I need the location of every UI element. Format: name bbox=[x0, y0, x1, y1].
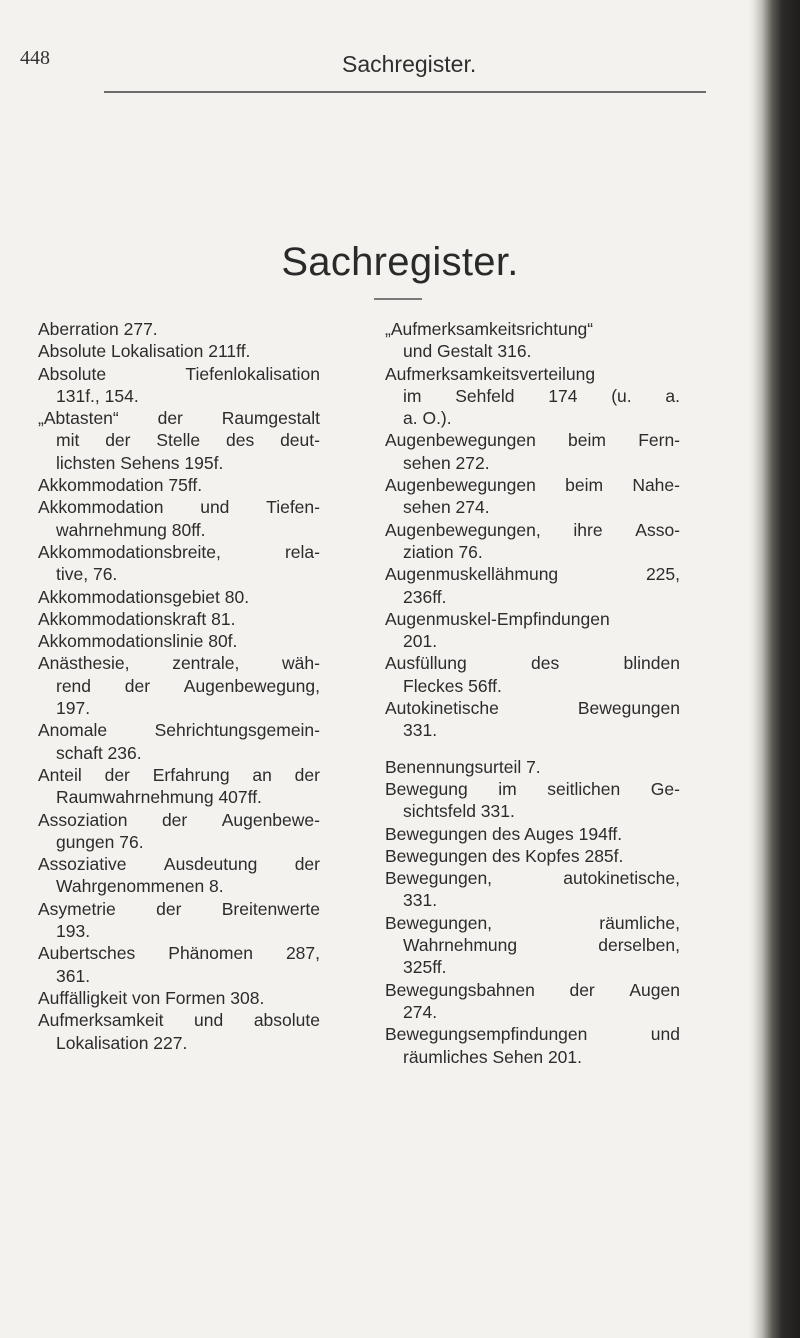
index-entry-headword-line: Aberration 277. bbox=[38, 319, 158, 339]
word: wäh- bbox=[282, 653, 320, 674]
index-entry-headword-line bbox=[38, 496, 320, 518]
word: Fern- bbox=[638, 430, 680, 451]
index-entry bbox=[38, 898, 320, 943]
index-entry-headword-line bbox=[38, 898, 320, 920]
word: ihre bbox=[573, 519, 603, 540]
index-entry-headword-line bbox=[38, 809, 320, 831]
word: der bbox=[157, 408, 183, 429]
word: Akkommodation bbox=[38, 497, 164, 518]
index-entry bbox=[385, 979, 680, 1024]
index-entry-continuation-line: gungen 76. bbox=[56, 831, 144, 852]
index-entry-continuation-line: schaft 236. bbox=[56, 742, 142, 763]
index-entry bbox=[38, 474, 320, 496]
index-entry bbox=[385, 318, 680, 363]
word: deut- bbox=[280, 430, 320, 451]
word: absolute bbox=[253, 1010, 320, 1031]
index-entry-continuation-line: 197. bbox=[56, 698, 91, 719]
index-entry bbox=[38, 496, 320, 541]
word: Bewegungen, bbox=[385, 868, 493, 889]
index-entry bbox=[385, 652, 680, 697]
index-entry-continuation-line: a. O.). bbox=[403, 408, 452, 429]
index-entry-headword-line: Akkommodationskraft 81. bbox=[38, 608, 236, 629]
word: 174 bbox=[548, 385, 578, 406]
index-entry-headword-line: Augenmuskel-Empfindungen bbox=[385, 608, 610, 629]
word: Nahe- bbox=[632, 475, 680, 496]
word: Augenbewegungen bbox=[385, 475, 536, 496]
word: Breitenwerte bbox=[221, 898, 320, 919]
index-column-left bbox=[38, 318, 320, 1054]
index-entry-continuation-line: tive, 76. bbox=[56, 564, 118, 585]
word: beim bbox=[565, 475, 604, 496]
word: Ge- bbox=[650, 778, 680, 799]
word: seitlichen bbox=[547, 778, 621, 799]
index-entry bbox=[385, 823, 680, 845]
index-entry-headword-line: Auffälligkeit von Formen 308. bbox=[38, 987, 265, 1008]
index-entry-continuation-line bbox=[385, 934, 680, 956]
index-entry-continuation-line: 331. bbox=[403, 720, 438, 741]
index-entry bbox=[385, 756, 680, 778]
index-entry-continuation-line: sehen 274. bbox=[403, 497, 490, 518]
page-edge-shadow bbox=[748, 0, 800, 1338]
index-entry bbox=[38, 719, 320, 764]
index-entry bbox=[38, 407, 320, 474]
word: Ausdeutung bbox=[163, 854, 258, 875]
index-entry bbox=[38, 809, 320, 854]
page-number: 448 bbox=[20, 47, 50, 69]
word: der bbox=[105, 430, 131, 451]
word: im bbox=[403, 385, 422, 406]
running-title: Sachregister. bbox=[342, 51, 477, 77]
word: und bbox=[200, 497, 230, 518]
index-entry bbox=[385, 912, 680, 979]
index-entry-headword-line bbox=[385, 867, 680, 889]
word: Bewegungen bbox=[577, 698, 680, 719]
index-entry-headword-line bbox=[385, 519, 680, 541]
index-entry bbox=[38, 630, 320, 652]
index-entry-continuation-line: und Gestalt 316. bbox=[403, 341, 532, 362]
word: Anteil bbox=[38, 764, 82, 785]
word: im bbox=[498, 778, 517, 799]
index-entry-continuation-line bbox=[38, 675, 320, 697]
index-entry bbox=[38, 363, 320, 408]
word: Asymetrie bbox=[38, 898, 116, 919]
word: Akkommodationsbreite, bbox=[38, 541, 221, 562]
word: Tiefenlokalisation bbox=[185, 363, 320, 384]
word: a. bbox=[665, 385, 680, 406]
word: Asso- bbox=[635, 519, 680, 540]
index-entry-headword-line bbox=[385, 778, 680, 800]
index-entry-continuation-line: 361. bbox=[56, 965, 91, 986]
word: Augenbewegung, bbox=[183, 675, 320, 696]
index-entry-headword-line: „Aufmerksamkeitsrichtung“ bbox=[385, 319, 594, 339]
word: Wahrnehmung bbox=[403, 935, 518, 956]
word: räumliche, bbox=[599, 912, 680, 933]
index-entry bbox=[385, 519, 680, 564]
header-rule bbox=[104, 91, 706, 93]
index-entry-headword-line bbox=[385, 652, 680, 674]
word: der bbox=[124, 675, 151, 696]
index-entry-continuation-line: 193. bbox=[56, 921, 91, 942]
word: des bbox=[225, 430, 255, 451]
index-entry-continuation-line: räumliches Sehen 201. bbox=[403, 1046, 582, 1067]
word: Augenbewe- bbox=[221, 809, 320, 830]
word: der bbox=[161, 809, 188, 830]
index-entry-headword-line bbox=[385, 563, 680, 585]
index-entry-continuation-line: Lokalisation 227. bbox=[56, 1032, 188, 1053]
word: Augenbewegungen bbox=[385, 430, 536, 451]
word: Phänomen bbox=[168, 943, 253, 964]
index-entry bbox=[38, 340, 320, 362]
index-entry-headword-line bbox=[385, 429, 680, 451]
index-entry bbox=[385, 778, 680, 823]
index-entry-headword-line bbox=[38, 541, 320, 563]
index-column-right bbox=[385, 318, 680, 1068]
word: Augenbewegungen, bbox=[385, 519, 541, 540]
index-entry bbox=[385, 429, 680, 474]
word: beim bbox=[568, 430, 606, 451]
index-entry bbox=[385, 608, 680, 653]
index-entry-headword-line: Absolute Lokalisation 211ff. bbox=[38, 341, 251, 362]
index-entry-headword-line bbox=[38, 1009, 320, 1031]
word: autokinetische, bbox=[563, 868, 680, 889]
word: Aubertsches bbox=[38, 943, 136, 964]
index-entry-headword-line: Bewegungen des Kopfes 285f. bbox=[385, 845, 624, 866]
index-entry-headword-line: Benennungsurteil 7. bbox=[385, 756, 541, 777]
index-entry bbox=[385, 474, 680, 519]
word: Assoziative bbox=[38, 854, 127, 875]
index-entry-headword-line bbox=[38, 853, 320, 875]
word: Bewegung bbox=[385, 778, 468, 799]
word: der bbox=[569, 979, 595, 1000]
word: „Abtasten“ bbox=[38, 408, 119, 429]
word: rend bbox=[56, 675, 92, 696]
index-entry bbox=[38, 942, 320, 987]
index-entry-continuation-line bbox=[385, 385, 680, 407]
index-entry bbox=[38, 608, 320, 630]
word: Anomale bbox=[38, 720, 108, 741]
index-entry-continuation-line: Fleckes 56ff. bbox=[403, 675, 502, 696]
word: 225, bbox=[645, 564, 680, 585]
index-entry-headword-line bbox=[385, 697, 680, 719]
index-entry-headword-line bbox=[38, 942, 320, 964]
index-entry bbox=[38, 541, 320, 586]
index-entry-continuation-line: 325ff. bbox=[403, 957, 447, 978]
word: und bbox=[650, 1024, 680, 1045]
index-entry-headword-line: Akkommodationslinie 80f. bbox=[38, 631, 238, 652]
running-header bbox=[0, 0, 748, 90]
word: zentrale, bbox=[172, 653, 240, 674]
index-entry-continuation-line: wahrnehmung 80ff. bbox=[56, 519, 206, 540]
word: der bbox=[156, 898, 182, 919]
word: Bewegungsbahnen bbox=[385, 979, 535, 1000]
index-entry-continuation-line: 274. bbox=[403, 1001, 438, 1022]
title-rule bbox=[374, 298, 422, 300]
index-entry-headword-line: Bewegungen des Auges 194ff. bbox=[385, 823, 623, 844]
index-entry-headword-line bbox=[38, 719, 320, 741]
index-entry-continuation-line: 236ff. bbox=[403, 586, 447, 607]
word: Augenmuskellähmung bbox=[385, 564, 559, 585]
index-entry-continuation-line: ziation 76. bbox=[403, 541, 483, 562]
index-entry bbox=[385, 845, 680, 867]
index-entry-headword-line bbox=[385, 474, 680, 496]
index-entry bbox=[38, 1009, 320, 1054]
word: blinden bbox=[623, 653, 680, 674]
word: der bbox=[294, 764, 320, 785]
index-entry-continuation-line: 331. bbox=[403, 890, 438, 911]
index-entry bbox=[38, 318, 320, 340]
word: (u. bbox=[611, 385, 632, 406]
word: Assoziation bbox=[38, 809, 128, 830]
index-entry bbox=[38, 853, 320, 898]
word: der bbox=[104, 764, 130, 785]
word: Erfahrung bbox=[152, 764, 230, 785]
word: Aufmerksamkeit bbox=[38, 1010, 164, 1031]
index-entry-headword-line: Akkommodationsgebiet 80. bbox=[38, 586, 250, 607]
word: und bbox=[194, 1010, 224, 1031]
word: Absolute bbox=[38, 363, 107, 384]
word: Augen bbox=[629, 979, 680, 1000]
word: Bewegungen, bbox=[385, 912, 493, 933]
index-entry-continuation-line: lichsten Sehens 195f. bbox=[56, 452, 224, 473]
word: Tiefen- bbox=[266, 497, 320, 518]
word: der bbox=[294, 854, 320, 875]
index-entry bbox=[385, 363, 680, 430]
index-entry-continuation-line: sichtsfeld 331. bbox=[403, 801, 515, 822]
word: Sehrichtungsgemein- bbox=[154, 720, 320, 741]
index-entry-headword-line bbox=[385, 979, 680, 1001]
index-entry bbox=[385, 563, 680, 608]
word: mit bbox=[56, 430, 80, 451]
letter-group-gap bbox=[385, 742, 680, 756]
word: derselben, bbox=[598, 935, 680, 956]
word: Stelle bbox=[156, 430, 201, 451]
word: 287, bbox=[285, 943, 320, 964]
index-entry-headword-line bbox=[38, 407, 320, 429]
index-entry-headword-line bbox=[38, 652, 320, 674]
index-entry bbox=[38, 652, 320, 719]
index-entry bbox=[38, 586, 320, 608]
index-entry bbox=[38, 987, 320, 1009]
word: Sehfeld bbox=[455, 385, 515, 406]
index-entry-headword-line bbox=[385, 912, 680, 934]
word: Bewegungsempfindungen bbox=[385, 1024, 588, 1045]
index-entry bbox=[385, 697, 680, 742]
word: rela- bbox=[284, 541, 320, 562]
index-entry bbox=[38, 764, 320, 809]
word: Raumgestalt bbox=[221, 408, 320, 429]
index-entry bbox=[385, 1023, 680, 1068]
index-entry-continuation-line: sehen 272. bbox=[403, 452, 490, 473]
index-entry-continuation-line: 131f., 154. bbox=[56, 385, 139, 406]
index-entry-headword-line: Akkommodation 75ff. bbox=[38, 475, 203, 496]
index-entry bbox=[385, 867, 680, 912]
index-entry-continuation-line: 201. bbox=[403, 631, 438, 652]
index-entry-continuation-line: Wahrgenommenen 8. bbox=[56, 876, 224, 897]
index-entry-continuation-line bbox=[38, 429, 320, 451]
index-entry-headword-line bbox=[385, 1023, 680, 1045]
index-entry-headword-line: Aufmerksamkeitsverteilung bbox=[385, 363, 596, 384]
word: Autokinetische bbox=[385, 698, 499, 719]
word: an bbox=[252, 764, 272, 785]
word: des bbox=[531, 653, 560, 674]
index-entry-continuation-line: Raumwahrnehmung 407ff. bbox=[56, 787, 262, 808]
page-title: Sachregister. bbox=[281, 240, 519, 284]
index-entry-headword-line bbox=[38, 363, 320, 385]
index-entry-headword-line bbox=[38, 764, 320, 786]
word: Ausfüllung bbox=[385, 653, 467, 674]
word: Anästhesie, bbox=[38, 653, 130, 674]
